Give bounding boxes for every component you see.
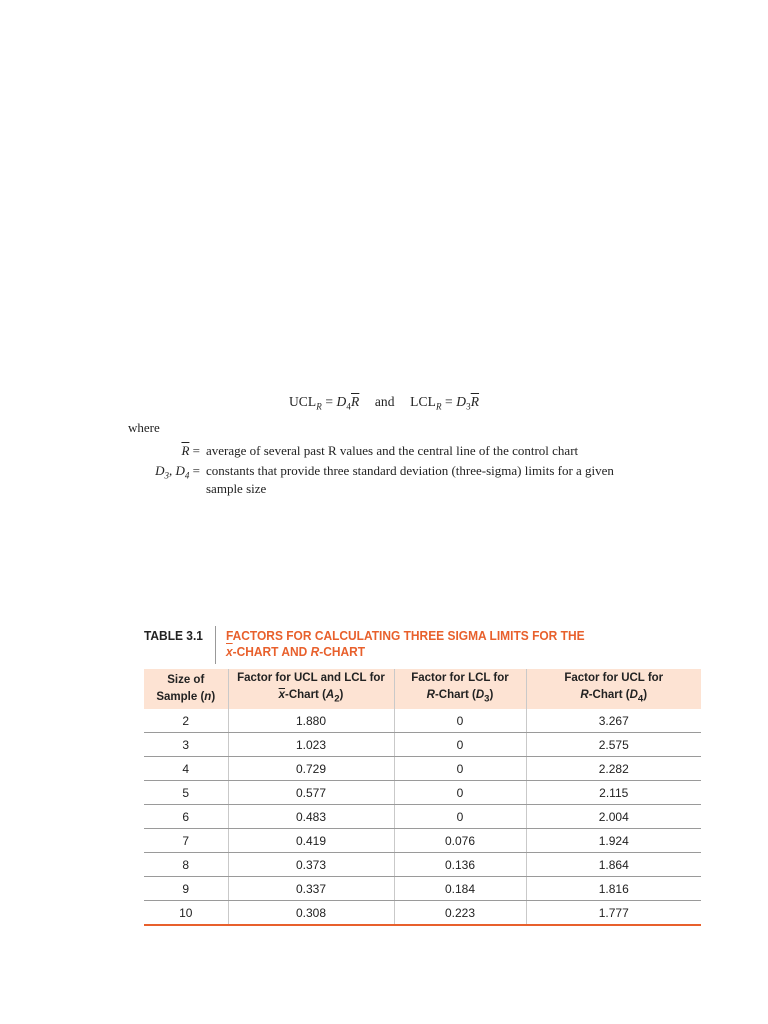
table-title: FACTORS FOR CALCULATING THREE SIGMA LIMITS FOR THE $\overline{x}$-CHART AND R-CHART	[226, 628, 585, 659]
a2-cell: 0.308	[228, 901, 394, 926]
column-header-a2: Factor for UCL and LCL for $\overline{x}$-Chart $(A_2)$	[228, 669, 394, 709]
and-word: and	[374, 394, 395, 409]
d3-cell: 0	[394, 781, 526, 805]
a2-cell: 1.023	[228, 733, 394, 757]
sample-size-cell: 9	[144, 877, 228, 901]
table-number: TABLE 3.1	[144, 628, 203, 643]
d3-cell: 0	[394, 805, 526, 829]
caption-divider	[215, 626, 216, 664]
table-row	[144, 901, 701, 926]
a2-cell: 0.337	[228, 877, 394, 901]
a2-cell: 1.880	[228, 709, 394, 733]
sample-size-cell: 10	[144, 901, 228, 926]
d3-cell: 0	[394, 757, 526, 781]
d3-cell: 0	[394, 709, 526, 733]
table-caption	[144, 626, 704, 666]
sample-size-cell: 8	[144, 853, 228, 877]
where-label: where	[128, 420, 160, 435]
d4-cell: 3.267	[526, 709, 701, 733]
a2-cell: 0.483	[228, 805, 394, 829]
lcl-label: LCL	[410, 394, 436, 409]
table-row	[144, 877, 701, 901]
d3-subscript: 3	[466, 401, 471, 412]
d3-cell: 0.076	[394, 829, 526, 853]
table-row	[144, 805, 701, 829]
sample-size-cell: 7	[144, 829, 228, 853]
sample-size-cell: 6	[144, 805, 228, 829]
table-row	[144, 829, 701, 853]
d4-cell: 1.924	[526, 829, 701, 853]
ucl-subscript: R	[316, 401, 322, 412]
d4-cell: 2.282	[526, 757, 701, 781]
column-header-d4: Factor for UCL for R-Chart $(D_4)$	[526, 669, 701, 709]
table-row	[144, 757, 701, 781]
sample-size-cell: 5	[144, 781, 228, 805]
a2-cell: 0.577	[228, 781, 394, 805]
table-row	[144, 853, 701, 877]
d4-cell: 2.575	[526, 733, 701, 757]
table-row	[144, 781, 701, 805]
table-row	[144, 709, 701, 733]
d4-symbol: D	[336, 394, 347, 409]
table-row	[144, 733, 701, 757]
d3-cell: 0	[394, 733, 526, 757]
d3-cell: 0.184	[394, 877, 526, 901]
definition-symbol: $\overline{R}$ =	[181, 443, 200, 458]
column-header-sample-size: Size of Sample (n)	[144, 669, 228, 709]
d3-cell: 0.136	[394, 853, 526, 877]
control-limit-formula	[0, 394, 768, 412]
d3-symbol: D	[456, 394, 467, 409]
d3-cell: 0.223	[394, 901, 526, 926]
d4-cell: 2.004	[526, 805, 701, 829]
r-bar-symbol: $\overline{R}$	[470, 394, 480, 409]
a2-cell: 0.419	[228, 829, 394, 853]
sample-size-cell: 3	[144, 733, 228, 757]
ucl-label: UCL	[288, 394, 317, 409]
column-header-d3: Factor for LCL for R-Chart $(D_3)$	[394, 669, 526, 709]
a2-cell: 0.373	[228, 853, 394, 877]
r-bar-symbol: $\overline{R}$	[351, 394, 360, 409]
equals-sign: =	[441, 394, 457, 409]
d4-cell: 2.115	[526, 781, 701, 805]
definition-text: constants that provide three standard deviation (three-sigma) limits for a given sample size	[206, 463, 614, 496]
definition-symbol: $D_3$, $D_4$ =	[155, 463, 200, 481]
control-chart-factors-table	[144, 669, 701, 926]
lcl-subscript: R	[435, 401, 442, 412]
definition-text: average of several past R values and the central line of the control chart	[206, 443, 579, 458]
sample-size-cell: 4	[144, 757, 228, 781]
d4-cell: 1.816	[526, 877, 701, 901]
table-header-row	[144, 669, 701, 709]
d4-cell: 1.864	[526, 853, 701, 877]
a2-cell: 0.729	[228, 757, 394, 781]
sample-size-cell: 2	[144, 709, 228, 733]
equals-sign: =	[321, 394, 337, 409]
d4-subscript: 4	[346, 401, 351, 412]
d4-cell: 1.777	[526, 901, 701, 926]
